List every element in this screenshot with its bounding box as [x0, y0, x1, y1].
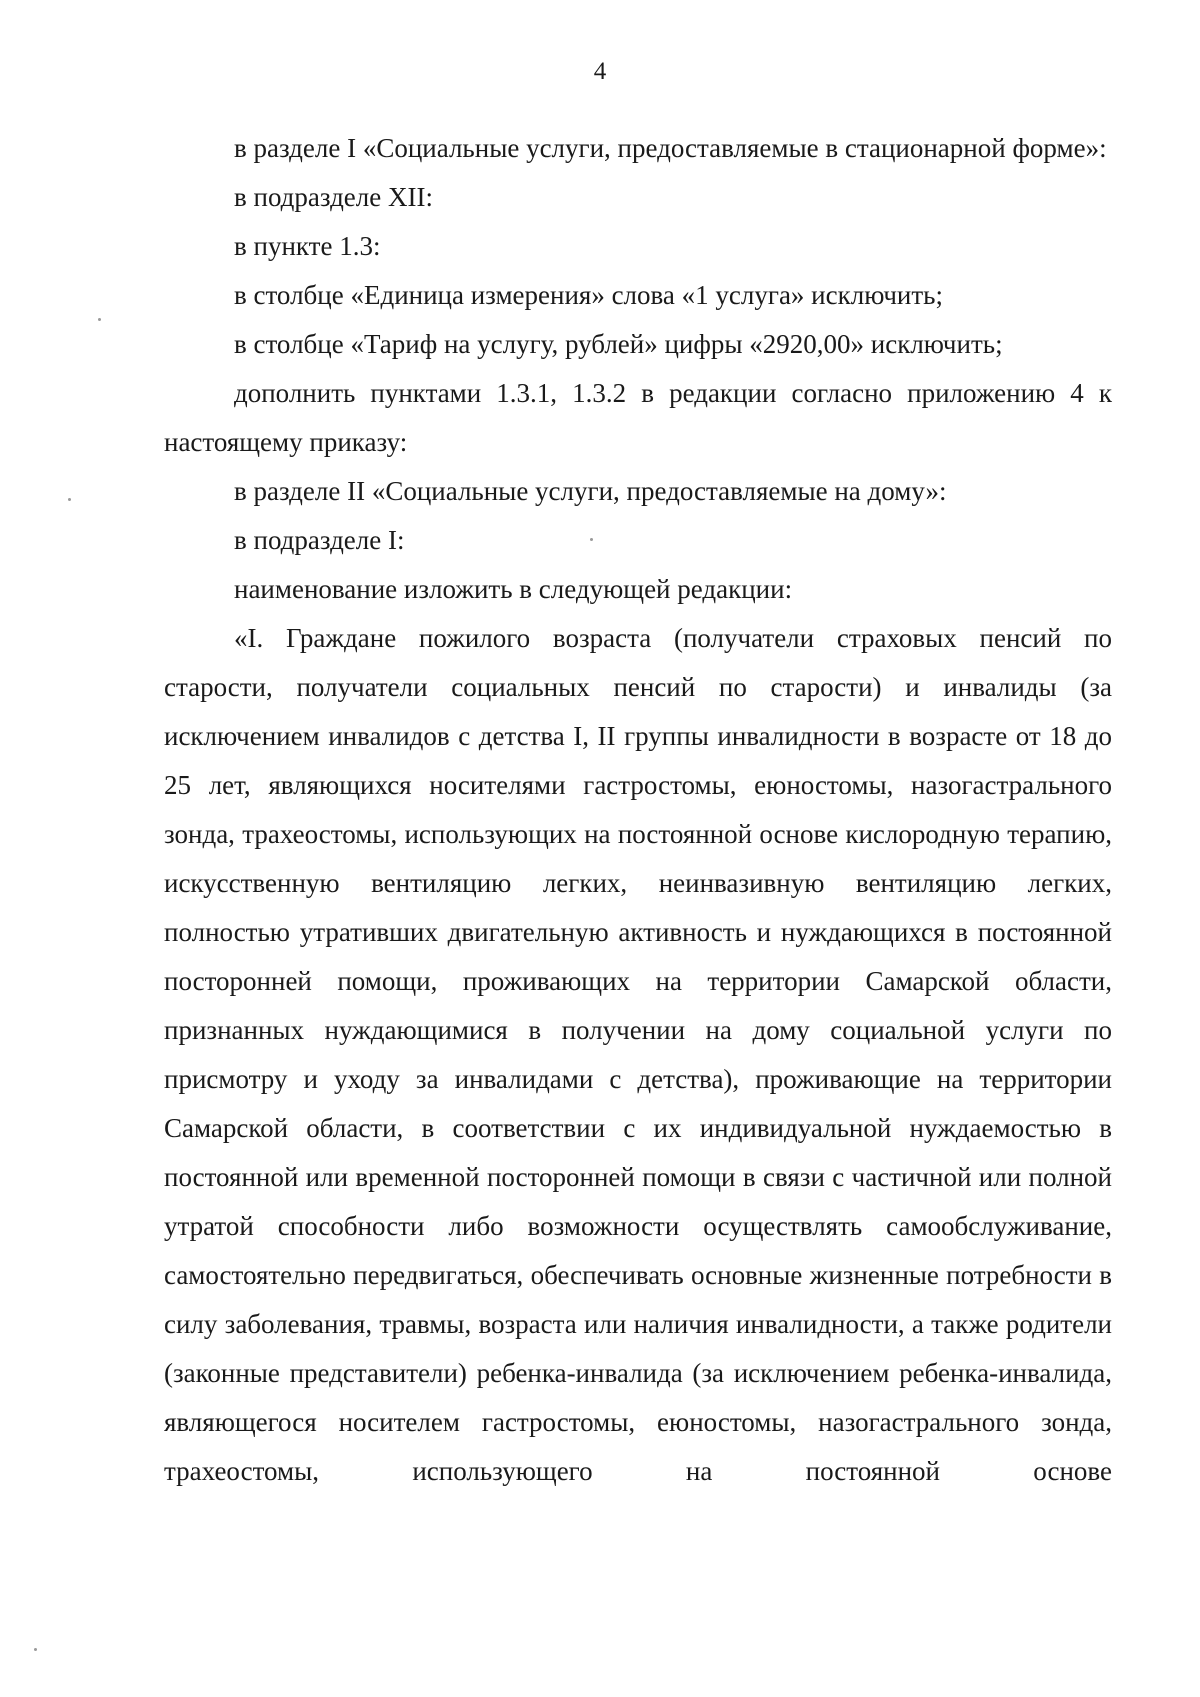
paragraph-unit-column: в столбце «Единица измерения» слова «1 услуга» исключить;	[234, 280, 943, 310]
paragraph-tariff-column: в столбце «Тариф на услугу, рублей» цифры «2920,00» исключить;	[234, 329, 1003, 359]
paragraph-section-1: в разделе I «Социальные услуги, предоставляемые в стационарной форме»:	[234, 133, 1107, 163]
paragraph-name-edit: наименование изложить в следующей редакции:	[234, 574, 793, 604]
scan-speck	[68, 498, 71, 501]
paragraph-add-items: дополнить пунктами 1.3.1, 1.3.2 в редакции согласно приложению 4 к настоящему приказу:	[164, 378, 1112, 457]
scan-speck	[34, 1648, 37, 1651]
scan-speck	[98, 318, 101, 321]
page-number: 4	[593, 58, 607, 85]
paragraph-section-2: в разделе II «Социальные услуги, предоставляемые на дому»:	[234, 476, 947, 506]
scan-speck	[590, 538, 593, 541]
paragraph-citizens-definition: «I. Граждане пожилого возраста (получатели страховых пенсий по старости, получатели социальных пенсий по старости) и инвалиды (за исключением инвалидов с детства I, II группы инвалидности в возрасте от 18 до 25 лет, являющихся носителями гастростомы, еюностомы, назогастрального зонда, трахеостомы, использующих на постоянной основе кислородную терапию, искусственную вентиляцию легких, неинвазивную вентиляцию легких, полностью утративших двигательную активность и нуждающихся в постоянной посторонней помощи, проживающих на территории Самарской области, признанных нуждающимися в получении на дому социальной услуги по присмотру и уходу за инвалидами с детства), проживающие на территории Самарской области, в соответствии с их индивидуальной нуждаемостью в постоянной или временной посторонней помощи в связи с частичной или полной утратой способности либо возможности осуществлять самообслуживание, самостоятельно передвигаться, обеспечивать основные жизненные потребности в силу заболевания, травмы, возраста или наличия инвалидности, а также родители (законные представители) ребенка-инвалида (за исключением ребенка-инвалида, являющегося носителем гастростомы, еюностомы, назогастрального зонда, трахеостомы, использующего на постоянной основе	[164, 623, 1112, 1486]
document-body	[164, 124, 1112, 1496]
paragraph-item-1-3: в пункте 1.3:	[234, 231, 381, 261]
paragraph-subsection-12: в подразделе XII:	[234, 182, 433, 212]
paragraph-subsection-1: в подразделе I:	[234, 525, 405, 555]
